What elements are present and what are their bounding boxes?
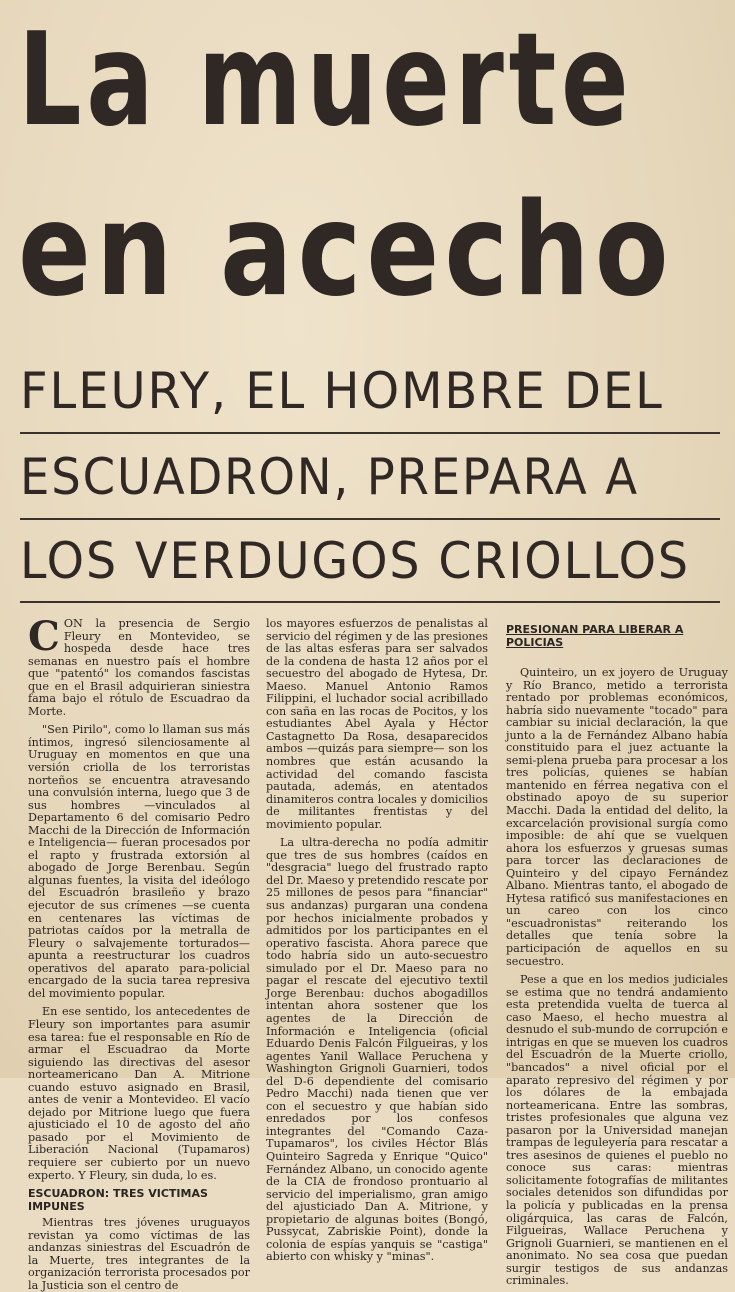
divider-rule (20, 518, 720, 520)
section-subhead: PRESIONAN PARA LIBERAR A POLICIAS (506, 623, 684, 649)
paragraph: los mayores esfuerzos de penalistas al servicio del régimen y de las presiones de las altas esferas para ser salvados de la condena de hasta 12 años por el secuestro del abogado de Hytesa, Dr. Maeso. Manuel Antonio Ramos Filippini, el luchador social acribillado con saña en las rocas de Pocitos, y los estudiantes Abel Ayala y Héctor Castagnetto Da Rosa, desaparecidos ambos —quizás para siempre— son los nombres que están acusando la actividad del comando fascista pautada, además, en atentados dinamiteros contra locales y domicilios de militantes frentistas y del movimiento popular. (266, 617, 488, 831)
divider-rule (20, 601, 720, 603)
paragraph: La ultra-derecha no podía admitir que tres de sus hombres (caídos en "desgracia" luego del frustrado rapto del Dr. Maeso y pretendido rescate por 25 millones de pesos para "financiar" sus andanzas) purgaran una condena por hechos inicialmente probados y admitidos por los participantes en el operativo fascista. Ahora parece que todo habría sido un auto-secuestro simulado por el Dr. Maeso para no pagar el rescate del ejecutivo textil Jorge Berenbau: duchos abogadillos intentan ahora sostener que los agentes de la Dirección de Información e Inteligencia (oficial Eduardo Denis Falcón Filgueiras, y los agentes Yanil Wallace Peruchena y Washington Grignoli Guarnieri, todos del D-6 dependiente del comisario Pedro Macchi) nada tienen que ver con el secuestro y que habían sido enredados por los confesos integrantes del "Comando Caza-Tupamaros", los civiles Héctor Blás Quinteiro Sagreda y Enrique "Quico" Fernández Albano, un conocido agente de la CIA de frondoso prontuario al servicio del imperialismo, gran amigo del ajusticiado Dan A. Mitrione, y propietario de algunas boites (Bongó, Pussycat, Zabriskie Point), donde la colonia de espías yanquis se "castiga" abierto con whisky y "minas". (266, 836, 488, 1264)
headline-line-2: en acecho (18, 176, 674, 325)
article-column-3 (506, 618, 728, 1288)
article-body (28, 613, 728, 1292)
paragraph: En ese sentido, los antecedentes de Fleury son importantes para asumir esa tarea: fue el responsable en Río de armar el Escuadrao da Morte siguiendo las directivas del asesor norteamericano Dan A. Mitrione cuando estuvo asignado en Brasil, antes de venir a Montevideo. El vacío dejado por Mitrione luego que fuera ajusticiado el 10 de agosto del año pasado por el Movimiento de Liberación Nacional (Tupamaros) requiere ser cubierto por un nuevo experto. Y Fleury, sin duda, lo es. (28, 1005, 250, 1182)
article-column-1 (28, 613, 250, 1292)
paragraph: Pese a que en los medios judiciales se estima que no tendrá andamiento esta pretendida vuelta de tuerca al caso Maeso, el hecho muestra al desnudo el sub-mundo de corrupción e intrigas en que se mueven los cuadros del Escuadrón de la Muerte criollo, "bancados" a nivel oficial por el aparato represivo del régimen y por los dólares de la embajada norteamericana. Entre las sombras, tristes profesionales que alguna vez pasaron por la Universidad manejan trampas de leguleyería para rescatar a tres asesinos de quienes el pueblo no conoce sus caras: mientras solicitamente fotografías de militantes sociales detenidos son difundidas por la policía y publicadas en la prensa oligárquica, las caras de Falcón, Filgueiras, Wallace Peruchena y Grignoli Guarnieri, se mantienen en el anonimato. No sea cosa que puedan surgir testigos de sus andanzas criminales. (506, 973, 728, 1288)
drop-cap: C (28, 613, 60, 660)
paragraph-text: ON la presencia de Sergio Fleury en Montevideo, se hospeda desde hace tres semanas en nuestro país el hombre que "patentó" los comandos fascistas que en el Brasil adquirieran siniestra fama bajo el rótulo de Escuadrao da Morte. (28, 617, 250, 718)
section-subhead: ESCUADRON: TRES VICTIMAS IMPUNES (28, 1187, 208, 1213)
headline-line-1: La muerte (18, 6, 634, 155)
paragraph: Mientras tres jóvenes uruguayos revistan ya como víctimas de las andanzas siniestras del Escuadrón de la Muerte, tres integrantes de la organización terrorista procesados por la Justicia son el centro de (28, 1216, 250, 1292)
article-column-2 (266, 617, 488, 1264)
divider-rule (20, 432, 720, 434)
subheadline-line-3: LOS VERDUGOS CRIOLLOS (20, 532, 690, 590)
subheadline-line-2: ESCUADRON, PREPARA A (20, 448, 639, 506)
paragraph: Quinteiro, un ex joyero de Uruguay y Río Branco, metido a terrorista rentado por problemas económicos, habría sido nuevamente "tocado" para cambiar su inicial declaración, la que junto a la de Fernández Albano había constituido para el juez actuante la semi-plena prueba para procesar a los tres policías, quienes se habían mantenido en férrea negativa con el obstinado apoyo de su superior Macchi. Dada la entidad del delito, la excarcelación provisional surgía como imposible: de ahí que se vuelquen ahora los esfuerzos y gruesas sumas para torcer las declaraciones de Quinteiro y del cipayo Fernández Albano. Mientras tanto, el abogado de Hytesa ratificó sus manifestaciones en un careo con los cinco "escuadronistas" reiterando los detalles que tenía sobre la participación de aquellos en su secuestro. (506, 666, 728, 968)
subheadline-line-1: FLEURY, EL HOMBRE DEL (20, 362, 664, 420)
paragraph (28, 613, 250, 718)
paragraph: "Sen Pirilo", como lo llaman sus más íntimos, ingresó silenciosamente al Uruguay en momentos en que una versión criolla de los terroristas norteños se encuentra atravesando una convulsión interna, luego que 3 de sus hombres —vinculados al Departamento 6 del comisario Pedro Macchi de la Dirección de Información e Inteligencia— fueran procesados por el rapto y frustrada extorsión al abogado de Jorge Berenbau. Según algunas fuentes, la visita del ideólogo del Escuadrón brasileño y brazo ejecutor de sus crímenes —se cuenta en centenares las víctimas de patriotas caídos por la metralla de Fleury o salvajemente torturados— apunta a reestructurar los cuadros operativos del aparato para-policial encargado de la sucia tarea represiva del movimiento popular. (28, 723, 250, 1000)
